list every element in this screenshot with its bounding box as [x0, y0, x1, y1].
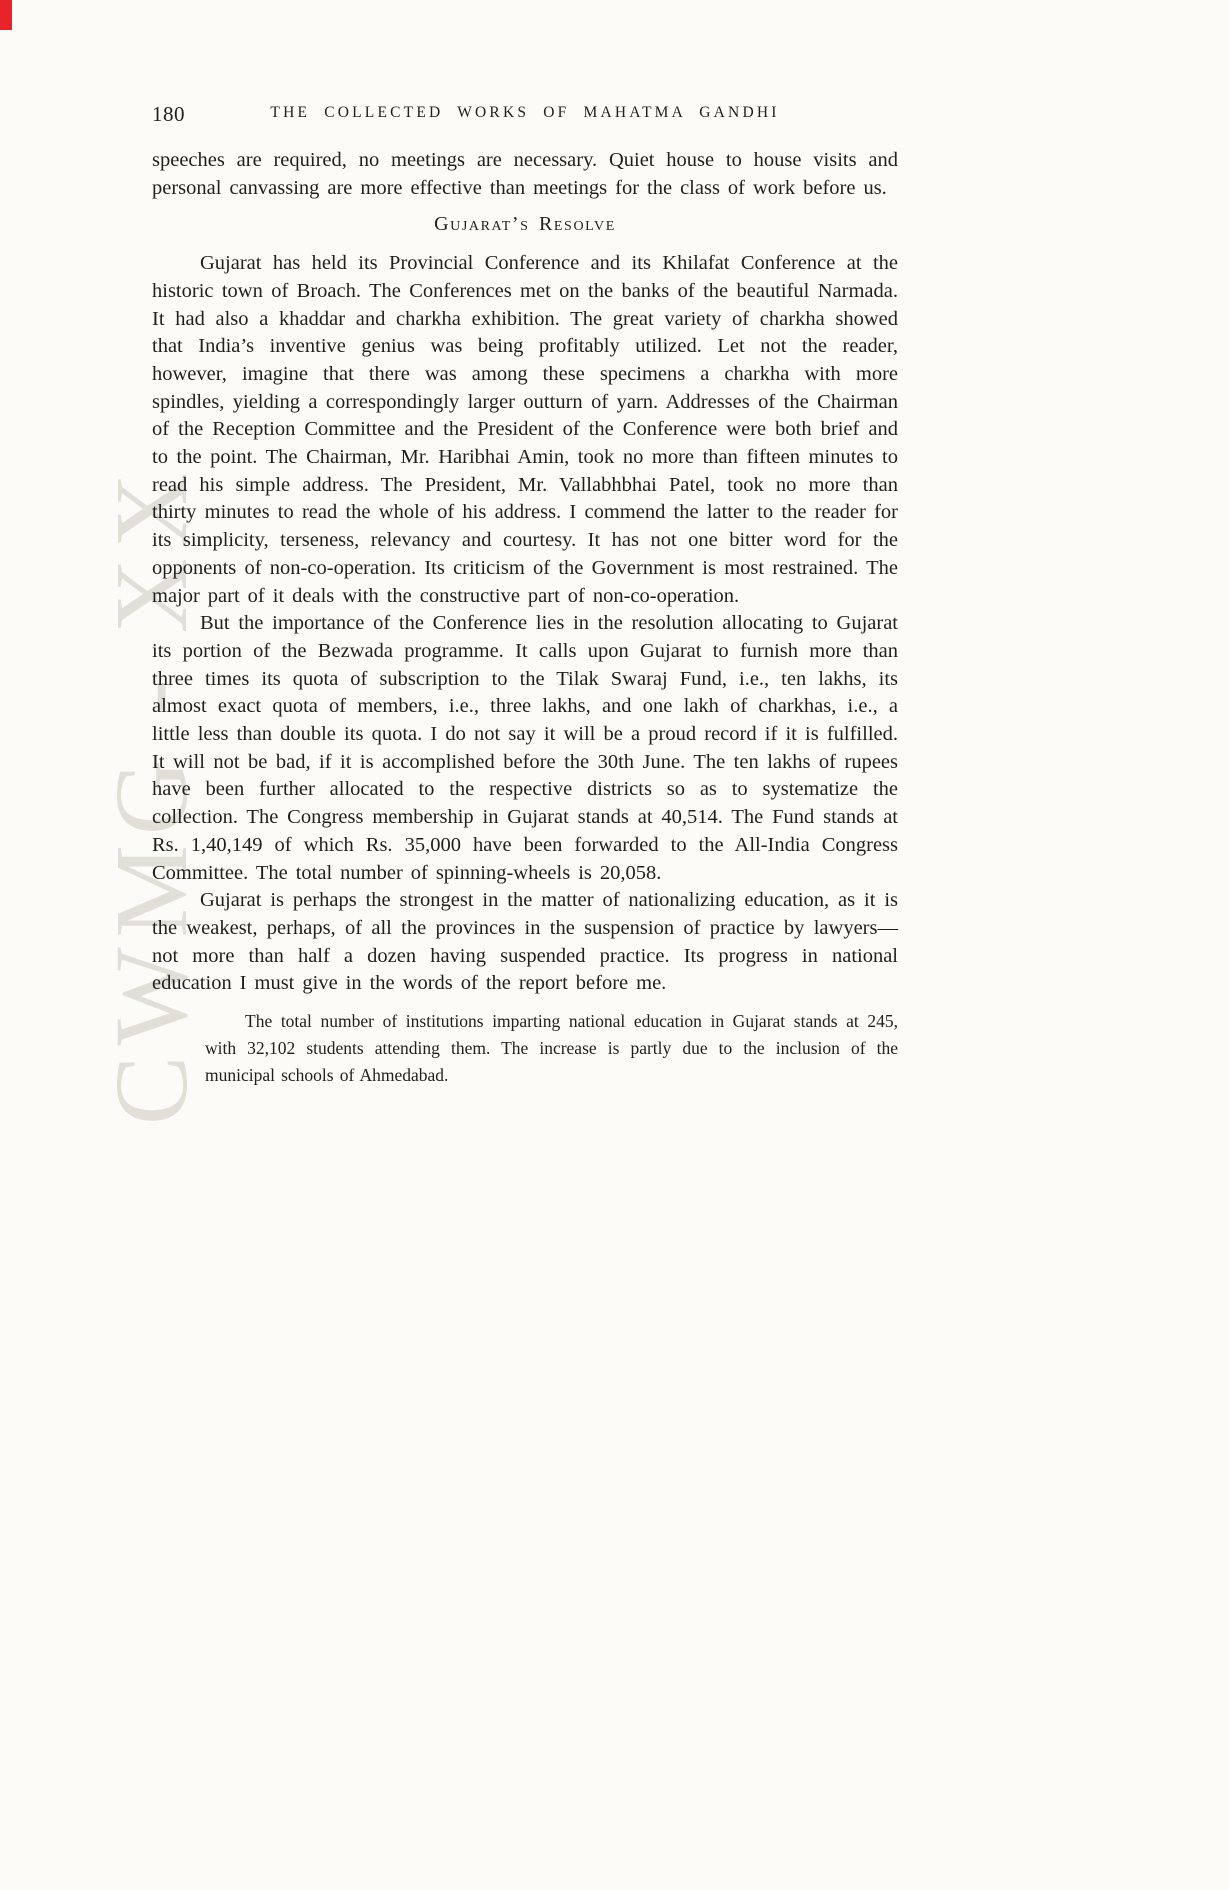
page-header — [152, 102, 898, 126]
paragraph: But the importance of the Conference lies in the resolution allocating to Gujarat its portion of the Bezwada programme. It calls upon Gujarat to furnish more than three times its quota of subscription to the Tilak Swaraj Fund, i.e., ten lakhs, its almost exact quota of members, i.e., three lakhs, and one lakh of charkhas, i.e., a little less than double its quota. I do not say it will be a proud record if it is fulfilled. It will not be bad, if it is accomplished before the 30th June. The ten lakhs of rupees have been further allocated to the respective districts so as to systematize the collection. The Congress membership in Gujarat stands at 40,514. The Fund stands at Rs. 1,40,149 of which Rs. 35,000 have been forwarded to the All-India Congress Committee. The total number of spinning-wheels is 20,058. — [152, 612, 898, 884]
scan-artifact — [0, 0, 12, 30]
block-quote: The total number of institutions imparting national education in Gujarat stands at 245, with 32,102 students attending them. The increase is partly due to the inclusion of the municipal schools of Ahmedabad. — [205, 1011, 898, 1086]
paragraph: Gujarat has held its Provincial Conference and its Khilafat Conference at the historic town of Broach. The Conferences met on the banks of the beautiful Narmada. It had also a khaddar and charkha exhibition. The great variety of charkha showed that India’s inventive genius was being profitably utilized. Let not the reader, however, imagine that there was among these specimens a charkha with more spindles, yielding a correspondingly larger outturn of yarn. Addresses of the Chairman of the Reception Committee and the President of the Conference were both brief and to the point. The Chairman, Mr. Haribhai Amin, took no more than fifteen minutes to read his simple address. The President, Mr. Vallabhbhai Patel, took no more than thirty minutes to read the whole of his address. I commend the latter to the reader for its simplicity, terseness, relevancy and courtesy. It has not one bitter word for the opponents of non-co-operation. Its criticism of the Government is most restrained. The major part of it deals with the constructive part of non-co-operation. — [152, 252, 898, 607]
paragraph-continuation: speeches are required, no meetings are necessary. Quiet house to house visits and personal canvassing are more effective than meetings for the class of work before us. — [152, 149, 898, 199]
page-number: 180 — [152, 102, 185, 126]
paragraph: Gujarat is perhaps the strongest in the matter of nationalizing education, as it is the weakest, perhaps, of all the provinces in the suspension of practice by lawyers—not more than half a dozen having suspended practice. Its progress in national education I must give in the words of the report before me. — [152, 889, 898, 995]
watermark: CWMG - XX — [94, 463, 209, 1125]
section-heading: Gujarat’s Resolve — [434, 213, 616, 236]
text-block — [152, 147, 898, 1089]
running-header: THE COLLECTED WORKS OF MAHATMA GANDHI — [270, 104, 780, 121]
